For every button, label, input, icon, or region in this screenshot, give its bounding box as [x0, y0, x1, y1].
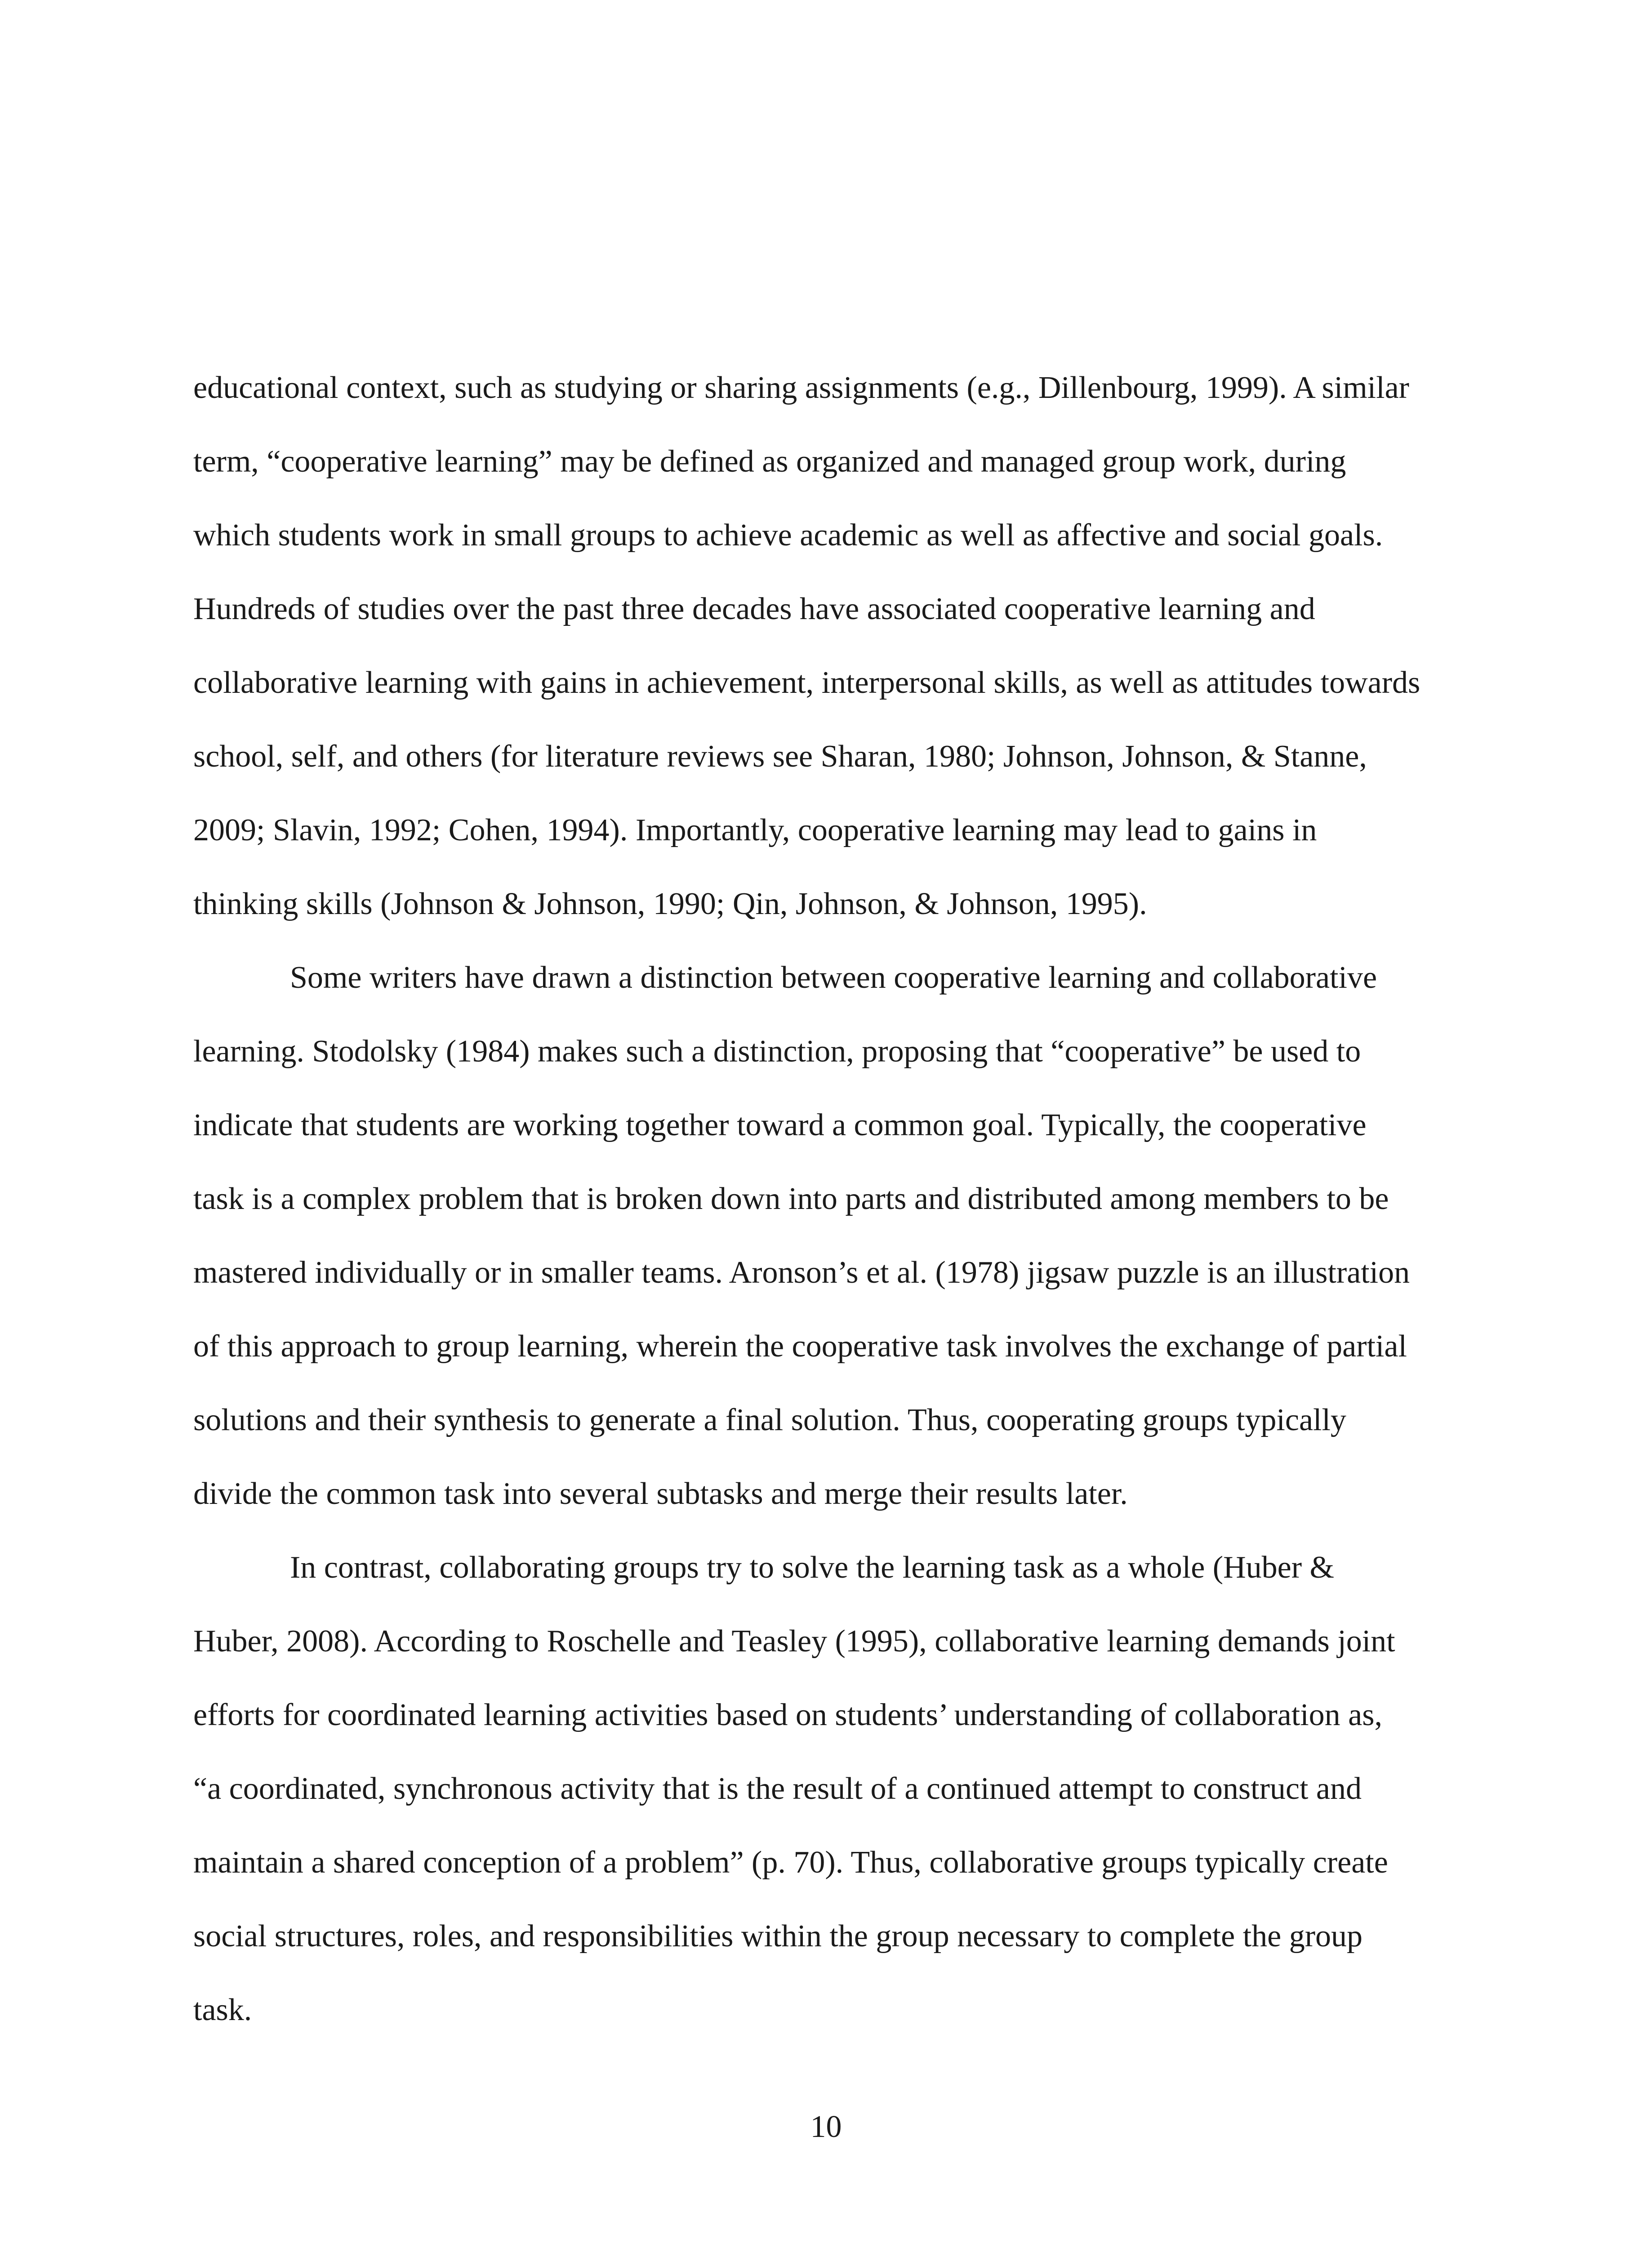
paragraph-3-line-4: “a coordinated, synchronous activity that is the result of a continued attempt to construct and: [193, 1771, 1362, 1806]
paragraph-1-line-1: educational context, such as studying or sharing assignments (e.g., Dillenbourg, 1999). A similar: [193, 370, 1409, 405]
paragraph-2-line-1: Some writers have drawn a distinction between cooperative learning and collaborative: [290, 960, 1377, 995]
paragraph-2-line-5: mastered individually or in smaller teams. Aronson’s et al. (1978) jigsaw puzzle is an illustration: [193, 1255, 1410, 1290]
paragraph-2-line-8: divide the common task into several subtasks and merge their results later.: [193, 1476, 1128, 1511]
paragraph-3-line-1: In contrast, collaborating groups try to solve the learning task as a whole (Huber &: [290, 1550, 1334, 1585]
paragraph-1-line-5: collaborative learning with gains in achievement, interpersonal skills, as well as attitudes towards: [193, 665, 1420, 700]
paragraph-1-line-4: Hundreds of studies over the past three decades have associated cooperative learning and: [193, 592, 1315, 626]
paragraph-2-line-4: task is a complex problem that is broken down into parts and distributed among members to be: [193, 1182, 1389, 1216]
paragraph-1-line-2: term, “cooperative learning” may be defined as organized and managed group work, during: [193, 444, 1346, 479]
paragraph-2-line-3: indicate that students are working together toward a common goal. Typically, the cooperative: [193, 1108, 1367, 1142]
paragraph-1-line-3: which students work in small groups to achieve academic as well as affective and social goals.: [193, 518, 1383, 553]
page-number: 10: [810, 2110, 842, 2144]
paragraph-3-line-5: maintain a shared conception of a problem” (p. 70). Thus, collaborative groups typically create: [193, 1845, 1388, 1880]
paragraph-2-line-2: learning. Stodolsky (1984) makes such a distinction, proposing that “cooperative” be used to: [193, 1034, 1361, 1069]
paragraph-3-line-2: Huber, 2008). According to Roschelle and Teasley (1995), collaborative learning demands joint: [193, 1624, 1395, 1659]
paragraph-1-line-7: 2009; Slavin, 1992; Cohen, 1994). Importantly, cooperative learning may lead to gains in: [193, 813, 1317, 847]
paragraph-1-line-8: thinking skills (Johnson & Johnson, 1990; Qin, Johnson, & Johnson, 1995).: [193, 887, 1147, 921]
paragraph-3-line-3: efforts for coordinated learning activities based on students’ understanding of collaboration as,: [193, 1698, 1382, 1732]
paragraph-1-line-6: school, self, and others (for literature reviews see Sharan, 1980; Johnson, Johnson, & Stanne,: [193, 739, 1367, 774]
paragraph-3-line-7: task.: [193, 1993, 252, 2027]
paragraph-2-line-7: solutions and their synthesis to generate a final solution. Thus, cooperating groups typically: [193, 1403, 1346, 1437]
paragraph-2-line-6: of this approach to group learning, wherein the cooperative task involves the exchange of partial: [193, 1329, 1407, 1364]
paragraph-3-line-6: social structures, roles, and responsibilities within the group necessary to complete the group: [193, 1919, 1363, 1954]
